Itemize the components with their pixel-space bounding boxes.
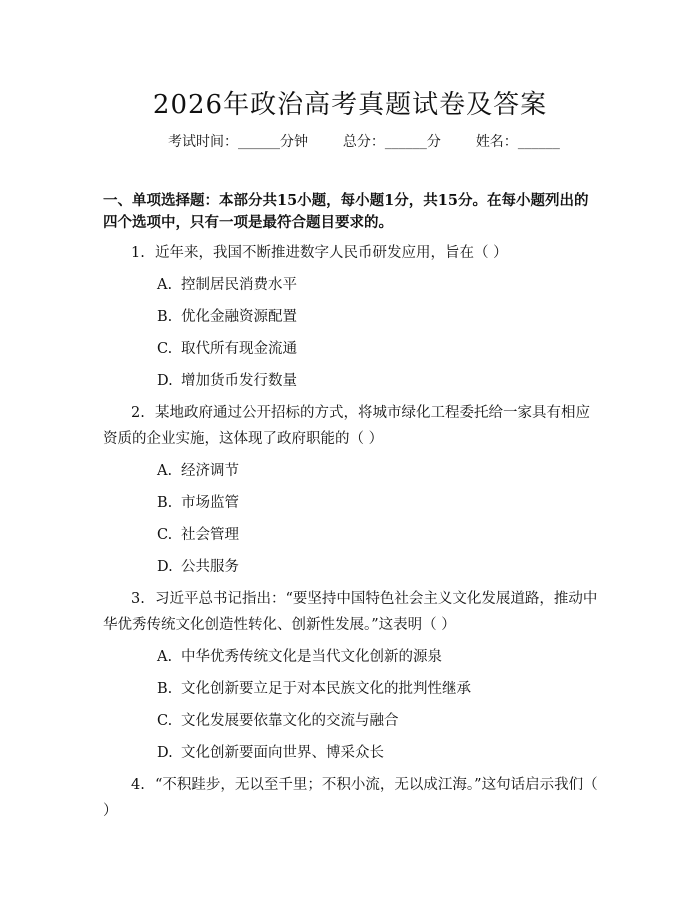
question-1 — [103, 240, 601, 266]
question-3 — [103, 586, 601, 638]
time-blank: ______ — [238, 134, 280, 150]
question-text: 习近平总书记指出：“要坚持中国特色社会主义文化发展道路，推动中华优秀传统文化创造性转化、创新性发展。”这表明（ ） — [103, 591, 598, 633]
option-text: 文化创新要立足于对本民族文化的批判性继承 — [181, 681, 471, 697]
option-text: 优化金融资源配置 — [181, 309, 297, 325]
question-number: 4. — [131, 777, 145, 793]
question-4 — [103, 772, 601, 824]
time-unit: 分钟 — [280, 134, 308, 150]
option-letter: B. — [157, 495, 173, 511]
option — [157, 304, 601, 330]
option-letter: C. — [157, 713, 173, 729]
option — [157, 522, 601, 548]
option — [157, 490, 601, 516]
option — [157, 708, 601, 734]
option — [157, 740, 601, 766]
option-letter: A. — [157, 277, 173, 293]
question-number: 1. — [131, 245, 145, 261]
score-label: 总分： — [342, 134, 385, 150]
question-number: 3. — [131, 591, 145, 607]
option-letter: C. — [157, 527, 173, 543]
score-blank: ______ — [384, 134, 427, 150]
option-text: 中华优秀传统文化是当代文化创新的源泉 — [181, 649, 442, 665]
option — [157, 458, 601, 484]
exam-meta — [168, 131, 560, 151]
section-heading: 一、单项选择题：本部分共15小题，每小题1分，共15分。在每小题列出的四个选项中，只有一项是最符合题目要求的。 — [103, 192, 589, 231]
time-label: 考试时间： — [168, 134, 238, 150]
option-text: 市场监管 — [181, 495, 239, 511]
option-text: 公共服务 — [181, 559, 239, 575]
name-label: 姓名： — [475, 134, 518, 150]
option-text: 文化发展要依靠文化的交流与融合 — [181, 713, 399, 729]
question-text: “不积跬步，无以至千里；不积小流，无以成江海。”这句话启示我们（ ） — [103, 777, 598, 819]
option-text: 社会管理 — [181, 527, 239, 543]
question-text: 某地政府通过公开招标的方式，将城市绿化工程委托给一家具有相应资质的企业实施，这体现了政府职能的（ ） — [103, 405, 590, 447]
option — [157, 336, 601, 362]
option-text: 控制居民消费水平 — [181, 277, 297, 293]
question-text: 近年来，我国不断推进数字人民币研发应用，旨在（ ） — [155, 245, 508, 261]
question-list — [103, 240, 601, 830]
option — [157, 676, 601, 702]
score-unit: 分 — [426, 134, 441, 150]
option-text: 文化创新要面向世界、博采众长 — [181, 745, 384, 761]
option — [157, 368, 601, 394]
option — [157, 272, 601, 298]
question-2 — [103, 400, 601, 452]
option-letter: A. — [157, 463, 173, 479]
option-letter: B. — [157, 309, 173, 325]
question-number: 2. — [131, 405, 145, 421]
option-letter: B. — [157, 681, 173, 697]
name-blank: ______ — [517, 134, 560, 150]
option-letter: C. — [157, 341, 173, 357]
option-letter: A. — [157, 649, 173, 665]
option — [157, 554, 601, 580]
page-title: 2026年政治高考真题试卷及答案 — [152, 90, 548, 120]
option-text: 取代所有现金流通 — [181, 341, 297, 357]
option-letter: D. — [157, 559, 173, 575]
option-text: 经济调节 — [181, 463, 239, 479]
option-letter: D. — [157, 373, 173, 389]
option — [157, 644, 601, 670]
option-letter: D. — [157, 745, 173, 761]
option-text: 增加货币发行数量 — [181, 373, 297, 389]
